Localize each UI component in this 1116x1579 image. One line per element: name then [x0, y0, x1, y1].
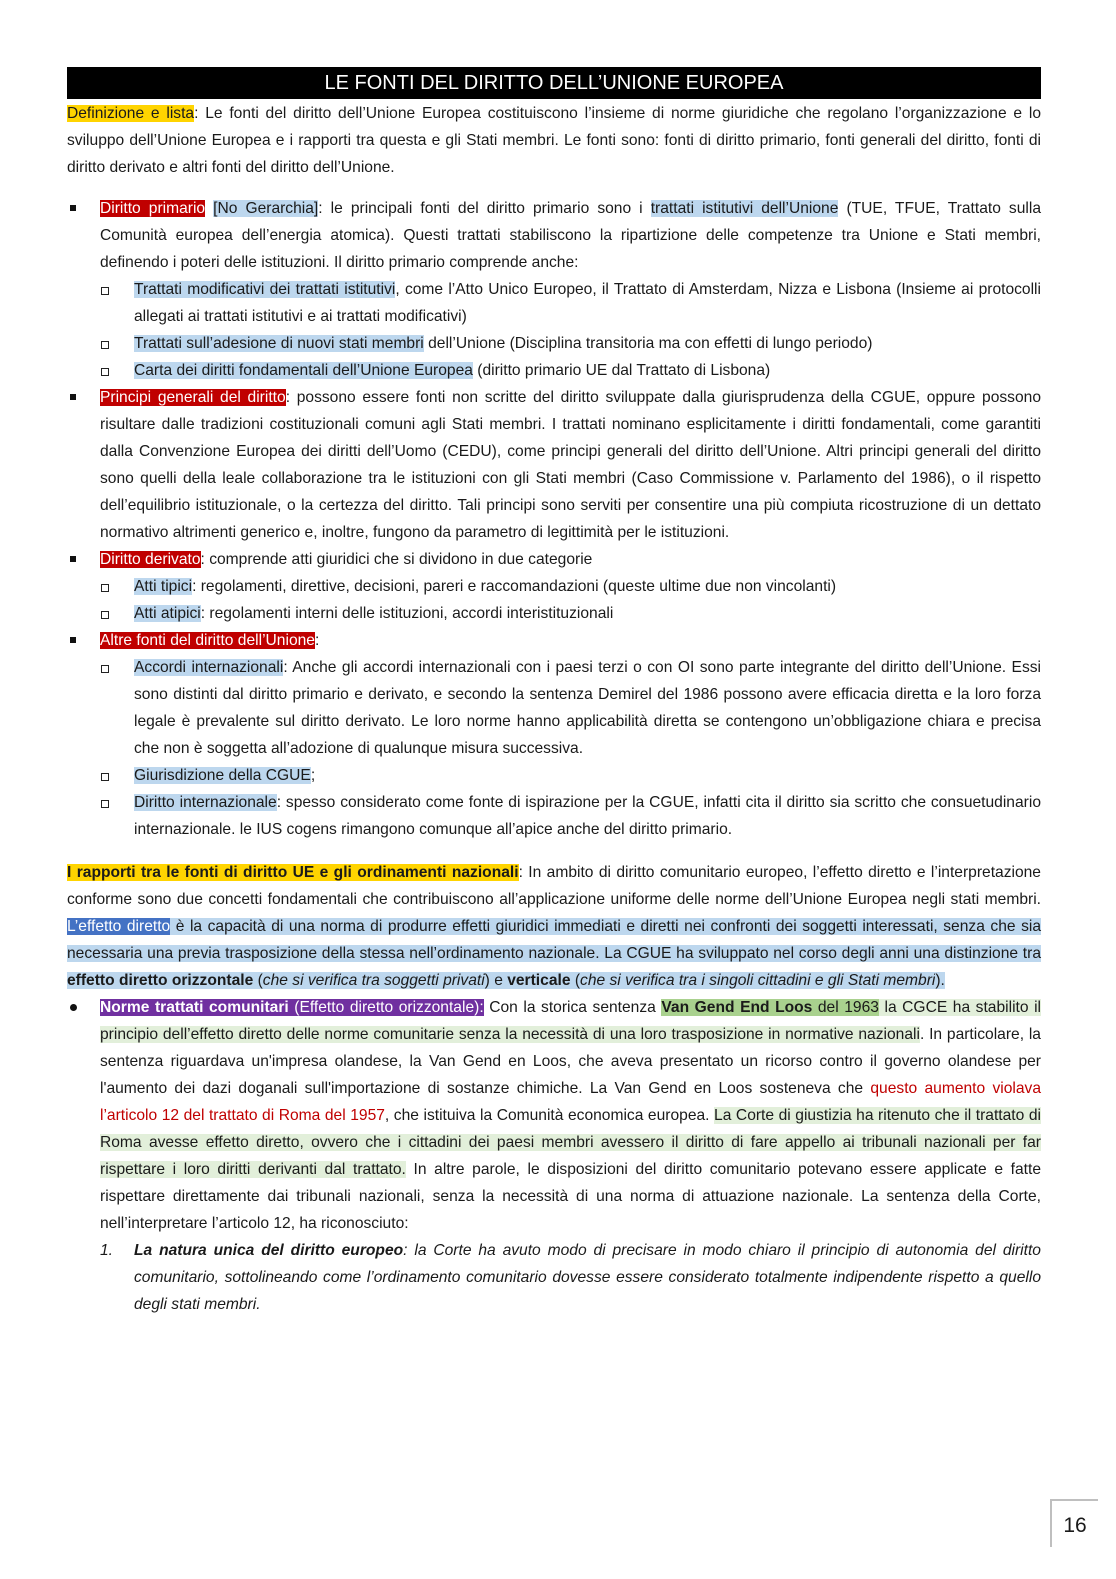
- list-item-altre-fonti: Altre fonti del diritto dell’Unione: Accordi internazionali: Anche gli accordi internazionali con i paesi terzi o con OI sono parte integrante del diritto dell’Unione. Essi sono distinti dal diritto primario e derivato, e secondo la sentenza Demirel del 1986 possono avere efficacia diretta e la loro forza legale è prevalente sul diritto derivato. Le loro norme hanno applicabilità diretta se contengono un’obbligazione chiara e precisa che non è soggetta all’adozione di qualunque misura successiva. Giurisdizione della CGUE; Diritto internazionale: spesso considerato come fonte di ispirazione per la CGUE, infatti cita il diritto sia scritto che consuetudinario internazionale. le IUS cogens rimangono comunque all’apice anche del diritto primario.: [67, 627, 1041, 843]
- primario-sublist: [100, 276, 1041, 384]
- square-bullet-icon: [70, 205, 76, 211]
- checkbox-bullet-icon: [101, 611, 109, 619]
- square-bullet-icon: [70, 556, 76, 562]
- definition-paragraph: Definizione e lista: Le fonti del diritto dell’Unione Europea costituiscono l’insieme di norme giuridiche che regolano l’organizzazione e lo sviluppo dell’Unione Europea e i rapporti tra questa e gli Stati membri. Le fonti sono: fonti di diritto primario, fonti generali del diritto, fonti di diritto derivato e altri fonti del diritto dell’Unione.: [67, 105, 1041, 176]
- diritto-primario-label: Diritto primario: [100, 200, 206, 217]
- red-text-highlight: questo aumento violava l’articolo 12 del trattato di Roma del 1957: [100, 1080, 1041, 1124]
- list-item: Atti atipici: regolamenti interni delle istituzioni, accordi interistituzionali: [100, 600, 1041, 627]
- rapporti-paragraph: I rapporti tra le fonti di diritto UE e gli ordinamenti nazionali: In ambito di diritto comunitario europeo, l’effetto diretto e l’interpretazione conforme sono due concetti fondamentali che contribuiscono all’applicazione uniforme delle norme dell’Unione Europea negli stati membri. L’effetto diretto è la capacità di una norma di produrre effetti giuridici immediati e diretti nei confronti dei soggetti interessati, senza che sia necessaria una previa trasposizione della stessa nell’ordinamento nazionale. La CGUE ha sviluppato nel corso degli anni una distinzione tra effetto diretto orizzontale (che si verifica tra soggetti privati) e verticale (che si verifica tra i singoli cittadini e gli Stati membri).: [67, 864, 1042, 989]
- page-number: 16: [1050, 1499, 1098, 1547]
- principi-generali-label: Principi generali del diritto: [100, 389, 286, 406]
- altre-fonti-label: Altre fonti del diritto dell’Unione: [100, 632, 315, 649]
- square-bullet-icon: [70, 637, 76, 643]
- diritto-derivato-label: Diritto derivato: [100, 551, 201, 568]
- list-item: Accordi internazionali: Anche gli accordi internazionali con i paesi terzi o con OI sono parte integrante del diritto dell’Unione. Essi sono distinti dal diritto primario e derivato, e secondo la sentenza Demirel del 1986 possono avere efficacia diretta e la loro forza legale è prevalente sul diritto derivato. Le loro norme hanno applicabilità diretta se contengono un’obbligazione chiara e precisa che non è soggetta all’adozione di qualunque misura successiva.: [100, 654, 1041, 762]
- sources-list: [67, 195, 1041, 843]
- checkbox-bullet-icon: [101, 341, 109, 349]
- document-page: [67, 67, 1041, 1318]
- derivato-sublist: [100, 573, 1041, 627]
- no-gerarchia-tag: [No Gerarchia]: [213, 200, 319, 217]
- van-gend-highlight: Van Gend End Loos: [661, 999, 813, 1016]
- checkbox-bullet-icon: [101, 287, 109, 295]
- list-item: Trattati sull’adesione di nuovi stati membri dell’Unione (Disciplina transitoria ma con effetti di lungo periodo): [100, 330, 1041, 357]
- page-title: LE FONTI DEL DIRITTO DELL’UNIONE EUROPEA: [67, 67, 1041, 99]
- square-bullet-icon: [70, 394, 76, 400]
- list-item: Carta dei diritti fondamentali dell’Unione Europea (diritto primario UE dal Trattato di Lisbona): [100, 357, 1041, 384]
- list-item-diritto-primario: Diritto primario [No Gerarchia]: le principali fonti del diritto primario sono i trattati istitutivi dell’Unione (TUE, TFUE, Trattato sulla Comunità europea dell’energia atomica). Questi trattati stabiliscono la ripartizione delle competenze tra Unione e Stati membri, definendo i poteri delle istituzioni. Il diritto primario comprende anche: Trattati modificativi dei trattati istitutivi, come l’Atto Unico Europeo, il Trattato di Amsterdam, Nizza e Lisbona (Insieme ai protocolli allegati ai trattati istitutivi e ai trattati modificativi) Trattati sull’adesione di nuovi stati membri dell’Unione (Disciplina transitoria ma con effetti di lungo periodo) Carta dei diritti fondamentali dell’Unione Europea (diritto primario UE dal Trattato di Lisbona): [67, 195, 1041, 384]
- rapporti-list: [67, 994, 1041, 1318]
- list-item-diritto-derivato: Diritto derivato: comprende atti giuridici che si dividono in due categorie Atti tipici: regolamenti, direttive, decisioni, pareri e raccomandazioni (queste ultime due non vincolanti) Atti atipici: regolamenti interni delle istituzioni, accordi interistituzionali: [67, 546, 1041, 627]
- list-item: Diritto internazionale: spesso considerato come fonte di ispirazione per la CGUE, infatti cita il diritto sia scritto che consuetudinario internazionale. le IUS cogens rimangono comunque all’apice anche del diritto primario.: [100, 789, 1041, 843]
- effetto-diretto-highlight: L’effetto diretto: [67, 918, 171, 935]
- checkbox-bullet-icon: [101, 584, 109, 592]
- checkbox-bullet-icon: [101, 800, 109, 808]
- checkbox-bullet-icon: [101, 665, 109, 673]
- list-item-principi-generali: Principi generali del diritto: possono essere fonti non scritte del diritto sviluppate dalla giurisprudenza della CGUE, oppure possono risultare dalle tradizioni costituzionali comuni agli Stati membri. I trattati nominano esplicitamente i diritti fondamentali, come garantiti dalla Convenzione Europea dei diritti dell’Uomo (CEDU), come principi generali del diritto dell’Unione. Altri principi generali del diritto sono quelli della leale collaborazione tra le istituzioni con gli Stati membri (Caso Commissione v. Parlamento del 1986), o il rispetto dell’equilibrio istituzionale, o la certezza del diritto. Tali principi sono serviti per consentire una più compiuta ricostruzione di un dettato normativo altrimenti generico e, inoltre, fungono da parametro di legittimità per le istituzioni.: [67, 384, 1041, 546]
- definition-label: Definizione e lista: [67, 105, 195, 122]
- altre-sublist: [100, 654, 1041, 843]
- list-item: Trattati modificativi dei trattati istitutivi, come l’Atto Unico Europeo, il Trattato di Amsterdam, Nizza e Lisbona (Insieme ai protocolli allegati ai trattati istitutivi e ai trattati modificativi): [100, 276, 1041, 330]
- list-item-norme-trattati: Norme trattati comunitari (Effetto diretto orizzontale): Con la storica sentenza Van Gend End Loos del 1963 la CGCE ha stabilito il principio dell’effetto diretto delle norme comunitarie senza la necessità di una loro trasposizione in normative nazionali. In particolare, la sentenza riguardava un'impresa olandese, la Van Gend en Loos, che aveva presentato un ricorso contro il governo olandese per l'aumento dei dazi doganali sull'importazione di sostanze chimiche. La Van Gend en Loos sosteneva che questo aumento violava l’articolo 12 del trattato di Roma del 1957, che istituiva la Comunità economica europea. La Corte di giustizia ha ritenuto che il trattato di Roma avesse effetto diretto, ovvero che i cittadini dei paesi membri avessero il diritto di fare appello ai tribunali nazionali per far rispettare i loro diritti derivanti dal trattato. In altre parole, le disposizioni del diritto comunitario potevano essere applicate e fatte rispettare direttamente dai tribunali nazionali, senza la necessità di una norma di attuazione nazionale. La sentenza della Corte, nell’interpretare l’articolo 12, ha riconosciuto: 1. La natura unica del diritto europeo: la Corte ha avuto modo di precisare in modo chiaro il principio di autonomia del diritto comunitario, sottolineando come l’ordinamento comunitario dovesse essere considerato totalmente indipendente rispetto a quello degli stati membri.: [67, 994, 1041, 1318]
- norme-trattati-label: Norme trattati comunitari: [100, 999, 289, 1016]
- rapporti-label: I rapporti tra le fonti di diritto UE e gli ordinamenti nazionali: [67, 864, 519, 881]
- list-item: 1. La natura unica del diritto europeo: la Corte ha avuto modo di precisare in modo chiaro il principio di autonomia del diritto comunitario, sottolineando come l’ordinamento comunitario dovesse essere considerato totalmente indipendente rispetto a quello degli stati membri.: [100, 1242, 1041, 1313]
- list-item: Giurisdizione della CGUE;: [100, 762, 1041, 789]
- list-item: Atti tipici: regolamenti, direttive, decisioni, pareri e raccomandazioni (queste ultime due non vincolanti): [100, 573, 1041, 600]
- numbered-list: [100, 1237, 1041, 1318]
- checkbox-bullet-icon: [101, 773, 109, 781]
- round-bullet-icon: [70, 1004, 77, 1011]
- checkbox-bullet-icon: [101, 368, 109, 376]
